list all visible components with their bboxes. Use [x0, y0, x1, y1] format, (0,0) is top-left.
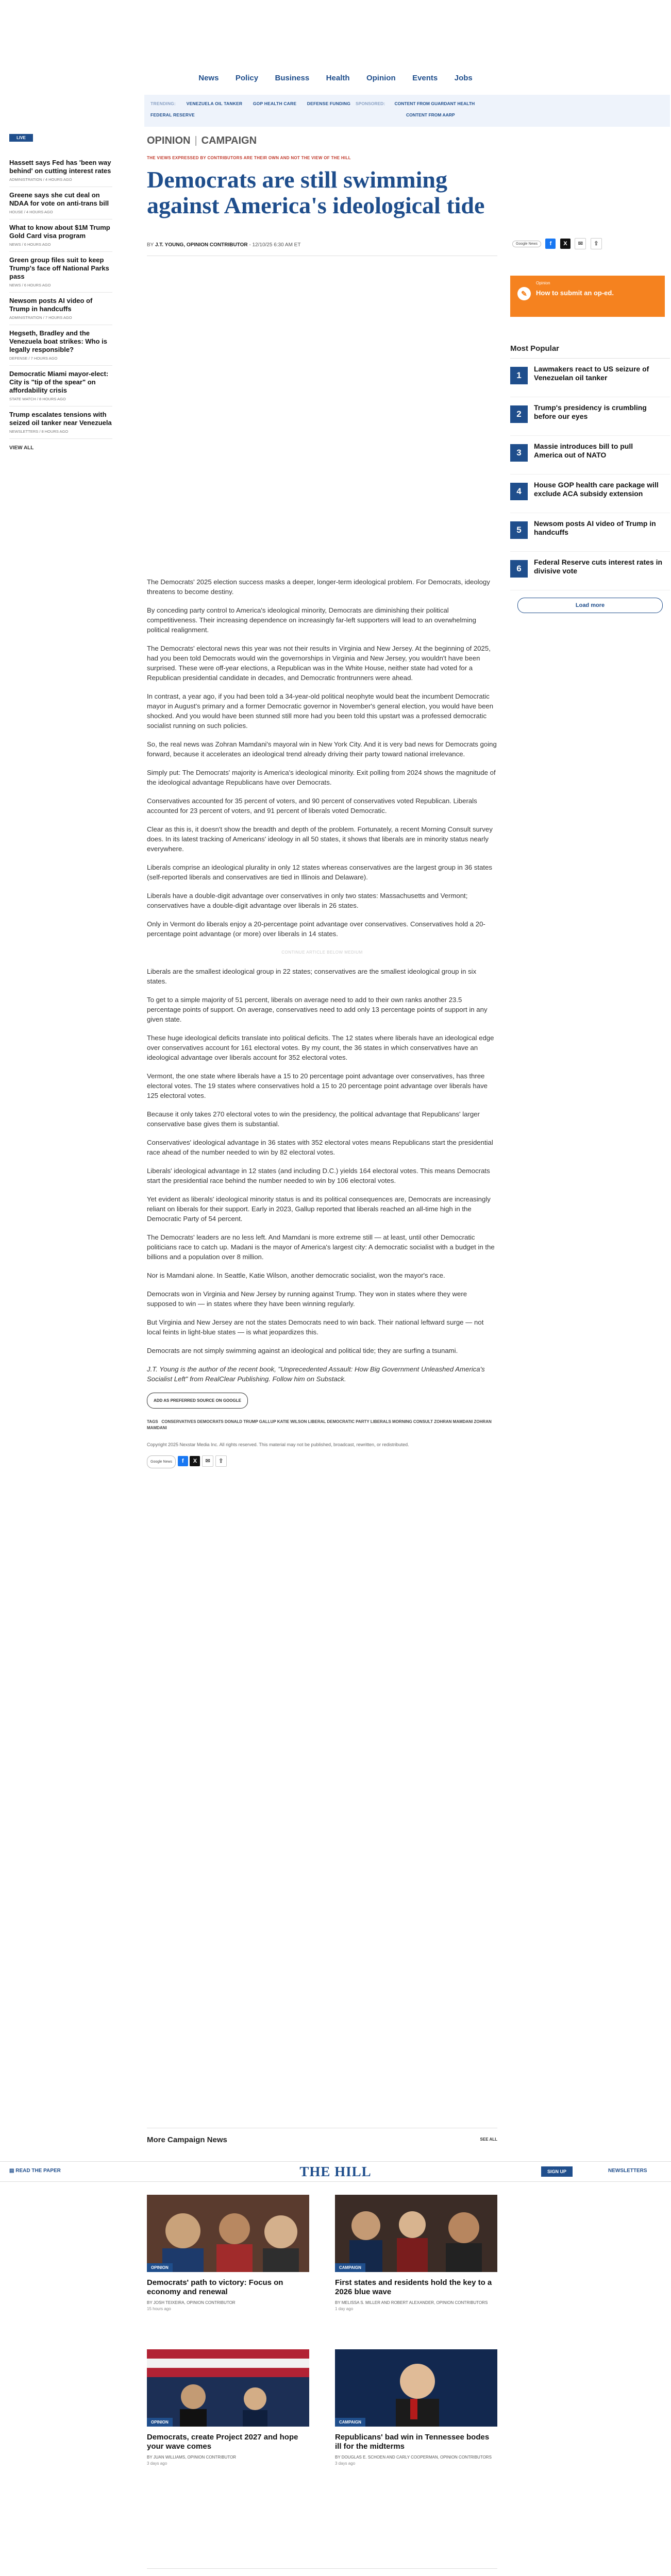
card-byline: BY JOSH TEIXEIRA, OPINION CONTRIBUTOR	[147, 2300, 236, 2305]
rail-item[interactable]	[9, 366, 112, 406]
card-image	[335, 2195, 497, 2272]
share-icon[interactable]: ⇪	[215, 1455, 227, 1467]
tags-values[interactable]: CONSERVATIVES DEMOCRATS DONALD TRUMP GALLUP KATIE WILSON LIBERAL DEMOCRATIC PARTY LIBERALS MORNING CONSULT ZOHRAN MAMDANI ZOHRAN MAMDANI	[147, 1419, 492, 1430]
card-image	[147, 2349, 309, 2427]
paragraph: Clear as this is, it doesn't show the breadth and depth of the problem. Fortunately, a recent Morning Consult survey does. In its latest tracking of Americans' ideology in all 50 states, it shows that liberals are in minority status nearly everywhere.	[147, 825, 493, 853]
nav-health[interactable]: Health	[326, 74, 350, 82]
rail-meta: NEWS / 6 HOURS AGO	[9, 242, 51, 247]
paragraph: Liberals comprise an ideological plurality in only 12 states whereas conservatives are the largest group in 36 states (self-reported liberals and conservatives are tied in Illinois and Delaware).	[147, 863, 492, 881]
trending-link[interactable]: VENEZUELA OIL TANKER	[186, 101, 243, 106]
email-icon[interactable]: ✉	[575, 238, 586, 249]
card-label: CAMPAIGN	[335, 2418, 365, 2427]
rank-number: 5	[510, 521, 528, 539]
flag-photo-placeholder	[147, 2349, 309, 2427]
section-breadcrumb: OPINION | CAMPAIGN	[147, 135, 257, 146]
rail-headline: Green group files suit to keep Trump's face off National Parks pass	[9, 256, 109, 280]
popular-item[interactable]	[510, 397, 670, 436]
rail-headline: What to know about $1M Trump Gold Card visa program	[9, 224, 110, 240]
see-all-link[interactable]: SEE ALL	[480, 2137, 497, 2142]
promo-label: Opinion	[536, 281, 550, 285]
paragraph: The Democrats' 2025 election success masks a deeper, longer-term ideological problem. For Democrats, ideology threatens to become destiny.	[147, 578, 490, 596]
rail-item[interactable]	[9, 219, 112, 252]
rail-headline: Hegseth, Bradley and the Venezuela boat strikes: Who is legally responsible?	[9, 329, 107, 353]
popular-headline: Massie introduces bill to pull America out of NATO	[534, 442, 633, 459]
paragraph: These huge ideological deficits translate into political deficits. The 12 states where liberals have an ideological edge over conservatives account for 161 electoral votes. By my count, the 36 states in which conservatives have an ideological advantage over liberals account for 352 electoral votes.	[147, 1034, 494, 1061]
main-nav	[0, 74, 671, 83]
paragraph: But Virginia and New Jersey are not the states Democrats need to win back. Their national leftward surge — not local feints in light-blue states — is what jeopardizes this.	[147, 1318, 484, 1336]
paragraph: In contrast, a year ago, if you had been told a 34-year-old political neophyte would beat the incumbent Democratic mayor in August's primary and a former Democratic governor in November's general election, you would have been shocked. And you would have been stunned still more had you been told this upstart was a professed democratic socialist running on such policies.	[147, 692, 494, 730]
popular-headline: Trump's presidency is crumbling before our eyes	[534, 403, 647, 420]
op-ed-promo[interactable]	[510, 276, 665, 317]
tags-label: TAGS	[147, 1419, 158, 1424]
sign-up-button[interactable]: SIGN UP	[541, 2166, 573, 2177]
footer-share-bar	[147, 1455, 497, 1468]
rank-number: 4	[510, 483, 528, 500]
card-headline: First states and residents hold the key to a 2026 blue wave	[335, 2278, 492, 2296]
continue-label: CONTINUE ARTICLE BELOW MEDIUM	[281, 950, 363, 955]
paragraph: Liberals' ideological advantage in 12 states (and including D.C.) yields 164 electoral votes. This means Democrats start the presidential race behind the number needed to win by 106 electoral votes.	[147, 1167, 490, 1184]
more-news-title: More Campaign News	[147, 2136, 227, 2144]
nav-events[interactable]: Events	[412, 74, 438, 82]
x-icon[interactable]: X	[560, 239, 571, 249]
rail-meta: NEWS / 6 HOURS AGO	[9, 283, 51, 287]
rail-item[interactable]	[9, 187, 112, 219]
nav-policy[interactable]: Policy	[235, 74, 259, 82]
nav-opinion[interactable]: Opinion	[366, 74, 396, 82]
popular-headline: Lawmakers react to US seizure of Venezuelan oil tanker	[534, 365, 649, 382]
card-date: 1 day ago	[335, 2307, 354, 2311]
rail-item[interactable]	[9, 325, 112, 366]
rail-meta: DEFENSE / 7 HOURS AGO	[9, 356, 58, 361]
pen-icon: ✎	[517, 287, 531, 300]
card-byline: BY MELISSA S. MILLER AND ROBERT ALEXANDER, OPINION CONTRIBUTORS	[335, 2300, 488, 2305]
view-all-link[interactable]: VIEW ALL	[9, 445, 34, 451]
read-paper-label: READ THE PAPER	[15, 2168, 61, 2174]
card-date: 3 days ago	[335, 2461, 356, 2466]
rank-number: 6	[510, 560, 528, 578]
card-byline: BY DOUGLAS E. SCHOEN AND CARLY COOPERMAN, OPINION CONTRIBUTORS	[335, 2455, 492, 2460]
rail-item[interactable]	[9, 252, 112, 293]
card-headline: Democrats' path to victory: Focus on economy and renewal	[147, 2278, 283, 2296]
rail-headline: Greene says she cut deal on NDAA for vote on anti-trans bill	[9, 191, 109, 207]
card-headline: Democrats, create Project 2027 and hope your wave comes	[147, 2433, 298, 2451]
sponsor-link[interactable]: CONTENT FROM GUARDANT HEALTH	[394, 101, 475, 106]
section-opinion[interactable]: OPINION	[147, 135, 191, 146]
paragraph: Vermont, the one state where liberals have a 15 to 20 percentage point advantage over conservatives, has three electoral votes. The 19 states where conservatives hold a 15 to 20 percentage point advantage over liberals have 125 electoral votes.	[147, 1072, 488, 1099]
card-label: OPINION	[147, 2418, 173, 2427]
tags-list	[147, 1419, 497, 1431]
byline: BY J.T. YOUNG, OPINION CONTRIBUTOR - 12/10/25 6:30 AM ET	[147, 242, 301, 248]
paragraph: The Democrats' electoral news this year was not their results in Virginia and New Jersey. At the beginning of 2025, had you been told Democrats would win the governorships in Virginia and New Jersey, you wouldn't have been surprised. These were off-year elections, a Republican was in the White House, neither state had voted for a Republican presidential candidate in decades, and Democratic frontrunners were ahead.	[147, 645, 491, 682]
google-news-button[interactable]: Google News	[147, 1455, 176, 1468]
paragraph: By conceding party control to America's ideological minority, Democrats are diminishing their political competitiveness. Their increasing dependence on increasingly far-left supporters will lead to an overwhelming political realignment.	[147, 606, 476, 634]
paragraph: Nor is Mamdani alone. In Seattle, Katie Wilson, another democratic socialist, won the mayor's race.	[147, 1272, 445, 1279]
load-more-button[interactable]: Load more	[517, 598, 663, 613]
google-news-button[interactable]: Google News	[512, 241, 541, 247]
email-icon[interactable]: ✉	[202, 1455, 213, 1467]
share-bar	[510, 238, 602, 249]
candidate-photo-placeholder	[335, 2349, 497, 2427]
author-name[interactable]: J.T. YOUNG, OPINION CONTRIBUTOR	[155, 242, 248, 248]
rail-meta: STATE WATCH / 8 HOURS AGO	[9, 397, 66, 401]
card-label: CAMPAIGN	[335, 2263, 365, 2272]
copyright: Copyright 2025 Nexstar Media Inc. All rights reserved. This material may not be published, broadcast, rewritten, or redistributed.	[147, 1442, 409, 1447]
paragraph: Democrats are not simply swimming against an ideological and political tide; they are surfing a tsunami.	[147, 1347, 458, 1354]
rail-headline: Trump escalates tensions with seized oil tanker near Venezuela	[9, 411, 112, 427]
paragraph: So, the real news was Zohran Mamdani's mayoral win in New York City. And it is very bad news for Democrats going forward, because it accelerates an ideological trend already driving their party toward national irrelevance.	[147, 740, 497, 758]
author-bio: J.T. Young is the author of the recent book, "Unprecedented Assault: How Big Government Unleashed America's Socialist Left" from RealClear Publishing. Follow him on Substack.	[147, 1365, 485, 1383]
nav-jobs[interactable]: Jobs	[454, 74, 473, 82]
rail-headline: Newsom posts AI video of Trump in handcuffs	[9, 297, 93, 313]
card-image	[335, 2349, 497, 2427]
paragraph: Because it only takes 270 electoral votes to win the presidency, the political advantage that Republicans' larger conservative base gives them is substantial.	[147, 1110, 480, 1128]
card-image	[147, 2195, 309, 2272]
read-paper-link[interactable]: ▤ READ THE PAPER	[9, 2168, 61, 2174]
rail-item[interactable]	[9, 293, 112, 325]
popular-item[interactable]	[510, 513, 670, 552]
more-news-header	[147, 2136, 497, 2144]
rail-headline: Hassett says Fed has 'been way behind' on cutting interest rates	[9, 159, 111, 175]
live-badge[interactable]: LIVE	[9, 134, 33, 142]
paragraph: Liberals have a double-digit advantage over conservatives in only two states: Massachusetts and Vermont; conservatives have a double-digit advantage over liberals in 26 states.	[147, 892, 468, 909]
rank-number: 3	[510, 444, 528, 462]
news-card[interactable]	[335, 2195, 497, 2311]
facebook-icon[interactable]: f	[178, 1456, 188, 1466]
rail-item[interactable]	[9, 406, 112, 439]
popular-item[interactable]	[510, 552, 670, 590]
paragraph: Liberals are the smallest ideological group in 22 states; conservatives are the smallest ideological group in six states.	[147, 968, 477, 985]
rail-meta: NEWSLETTERS / 8 HOURS AGO	[9, 429, 69, 434]
rank-number: 1	[510, 367, 528, 384]
rail-headline: Democratic Miami mayor-elect: City is "tip of the spear" on affordability crisis	[9, 370, 109, 394]
paragraph: Simply put: The Democrats' majority is America's ideological minority. Exit polling from 2024 shows the magnitude of the ideological advantage Republicans have over Democrats.	[147, 769, 496, 786]
rail-meta: ADMINISTRATION / 4 HOURS AGO	[9, 177, 72, 182]
paragraph: The Democrats' leaders are no less left. And Mamdani is more extreme still — at least, until other Democratic politicians race to catch up. Madani is the mayor of America's largest city: A democratic socialist with a budget in the billions and a population over 8 million.	[147, 1233, 495, 1261]
paragraph: Democrats won in Virginia and New Jersey by running against Trump. They won in states where they were supposed to win — in states where they have been winning regularly.	[147, 1290, 467, 1308]
card-headline: Republicans' bad win in Tennessee bodes ill for the midterms	[335, 2433, 490, 2451]
popular-headline: House GOP health care package will exclude ACA subsidy extension	[534, 481, 659, 498]
divider	[147, 2568, 497, 2569]
rail-meta: ADMINISTRATION / 7 HOURS AGO	[9, 315, 72, 320]
paragraph: Yet evident as liberals' ideological minority status is and its political consequences are, Democrats are increasingly reliant on liberals for their support. Early in 2023, Gallup reported that liberals reached an all-time high in the Democratic Party of 54 percent.	[147, 1195, 491, 1223]
article-body	[147, 577, 497, 1468]
nav-business[interactable]: Business	[275, 74, 310, 82]
popular-item[interactable]	[510, 474, 670, 513]
rally-photo-placeholder	[335, 2195, 497, 2272]
paragraph: Conservatives accounted for 35 percent of voters, and 90 percent of conservatives voted Republican. Liberals accounted for 23 percent of voters, and 91 percent of liberals voted Democratic.	[147, 797, 477, 815]
popular-item[interactable]	[510, 436, 670, 474]
the-hill-logo[interactable]: THE HILL	[299, 2164, 372, 2179]
news-card[interactable]	[147, 2195, 309, 2311]
most-popular-title: Most Popular	[510, 344, 670, 359]
preferred-source-button[interactable]: ADD AS PREFERRED SOURCE ON GOOGLE	[147, 1393, 248, 1409]
trending-bar	[144, 95, 670, 127]
news-card[interactable]	[147, 2349, 309, 2466]
trending-link[interactable]: GOP HEALTH CARE	[253, 101, 297, 106]
byline-prefix: BY	[147, 242, 154, 248]
trending-label: TRENDING:	[150, 101, 176, 106]
protest-photo-placeholder	[147, 2195, 309, 2272]
sponsored-label: SPONSORED:	[356, 101, 385, 106]
rank-number: 2	[510, 405, 528, 423]
newsletters-link[interactable]: NEWSLETTERS	[608, 2168, 647, 2174]
popular-headline: Federal Reserve cuts interest rates in divisive vote	[534, 558, 663, 575]
trending-link[interactable]: DEFENSE FUNDING	[307, 101, 351, 106]
article-headline: Democrats are still swimming against America's ideological tide	[147, 166, 485, 218]
share-icon[interactable]: ⇪	[591, 238, 602, 249]
promo-title: How to submit an op-ed.	[536, 289, 614, 297]
card-label: OPINION	[147, 2263, 173, 2272]
paragraph: Conservatives' ideological advantage in 36 states with 352 electoral votes means Republicans start the presidential race ahead of the number needed to win by 82 electoral votes.	[147, 1139, 493, 1156]
card-byline: BY JUAN WILLIAMS, OPINION CONTRIBUTOR	[147, 2455, 237, 2460]
latest-news-rail	[9, 155, 112, 451]
card-date: 15 hours ago	[147, 2307, 171, 2311]
x-icon[interactable]: X	[190, 1456, 200, 1466]
nav-news[interactable]: News	[198, 74, 219, 82]
paragraph: To get to a simple majority of 51 percent, liberals on average need to add to their own ranks another 23.5 percentage points of support. On average, conservatives need to add only 13 percentage points of support in any given state.	[147, 996, 488, 1023]
card-date: 3 days ago	[147, 2461, 167, 2466]
rail-meta: HOUSE / 4 HOURS AGO	[9, 210, 53, 214]
rail-item[interactable]	[9, 155, 112, 187]
publish-date: 12/10/25 6:30 AM ET	[252, 242, 301, 248]
trending-link[interactable]: FEDERAL RESERVE	[150, 112, 195, 117]
opinion-disclaimer: THE VIEWS EXPRESSED BY CONTRIBUTORS ARE THEIR OWN AND NOT THE VIEW OF THE HILL	[147, 156, 351, 160]
paragraph: Only in Vermont do liberals enjoy a 20-percentage point advantage over conservatives. Conservatives hold a 20-percentage point advantage (or more) over liberals in 14 states.	[147, 920, 485, 938]
sponsor-link[interactable]: CONTENT FROM AARP	[406, 112, 455, 117]
most-popular	[510, 344, 670, 613]
hill-subscribe-bar	[0, 2161, 671, 2182]
popular-headline: Newsom posts AI video of Trump in handcuffs	[534, 519, 656, 536]
news-card[interactable]	[335, 2349, 497, 2466]
section-campaign[interactable]: CAMPAIGN	[201, 135, 257, 146]
facebook-icon[interactable]: f	[545, 239, 556, 249]
popular-item[interactable]	[510, 359, 670, 397]
